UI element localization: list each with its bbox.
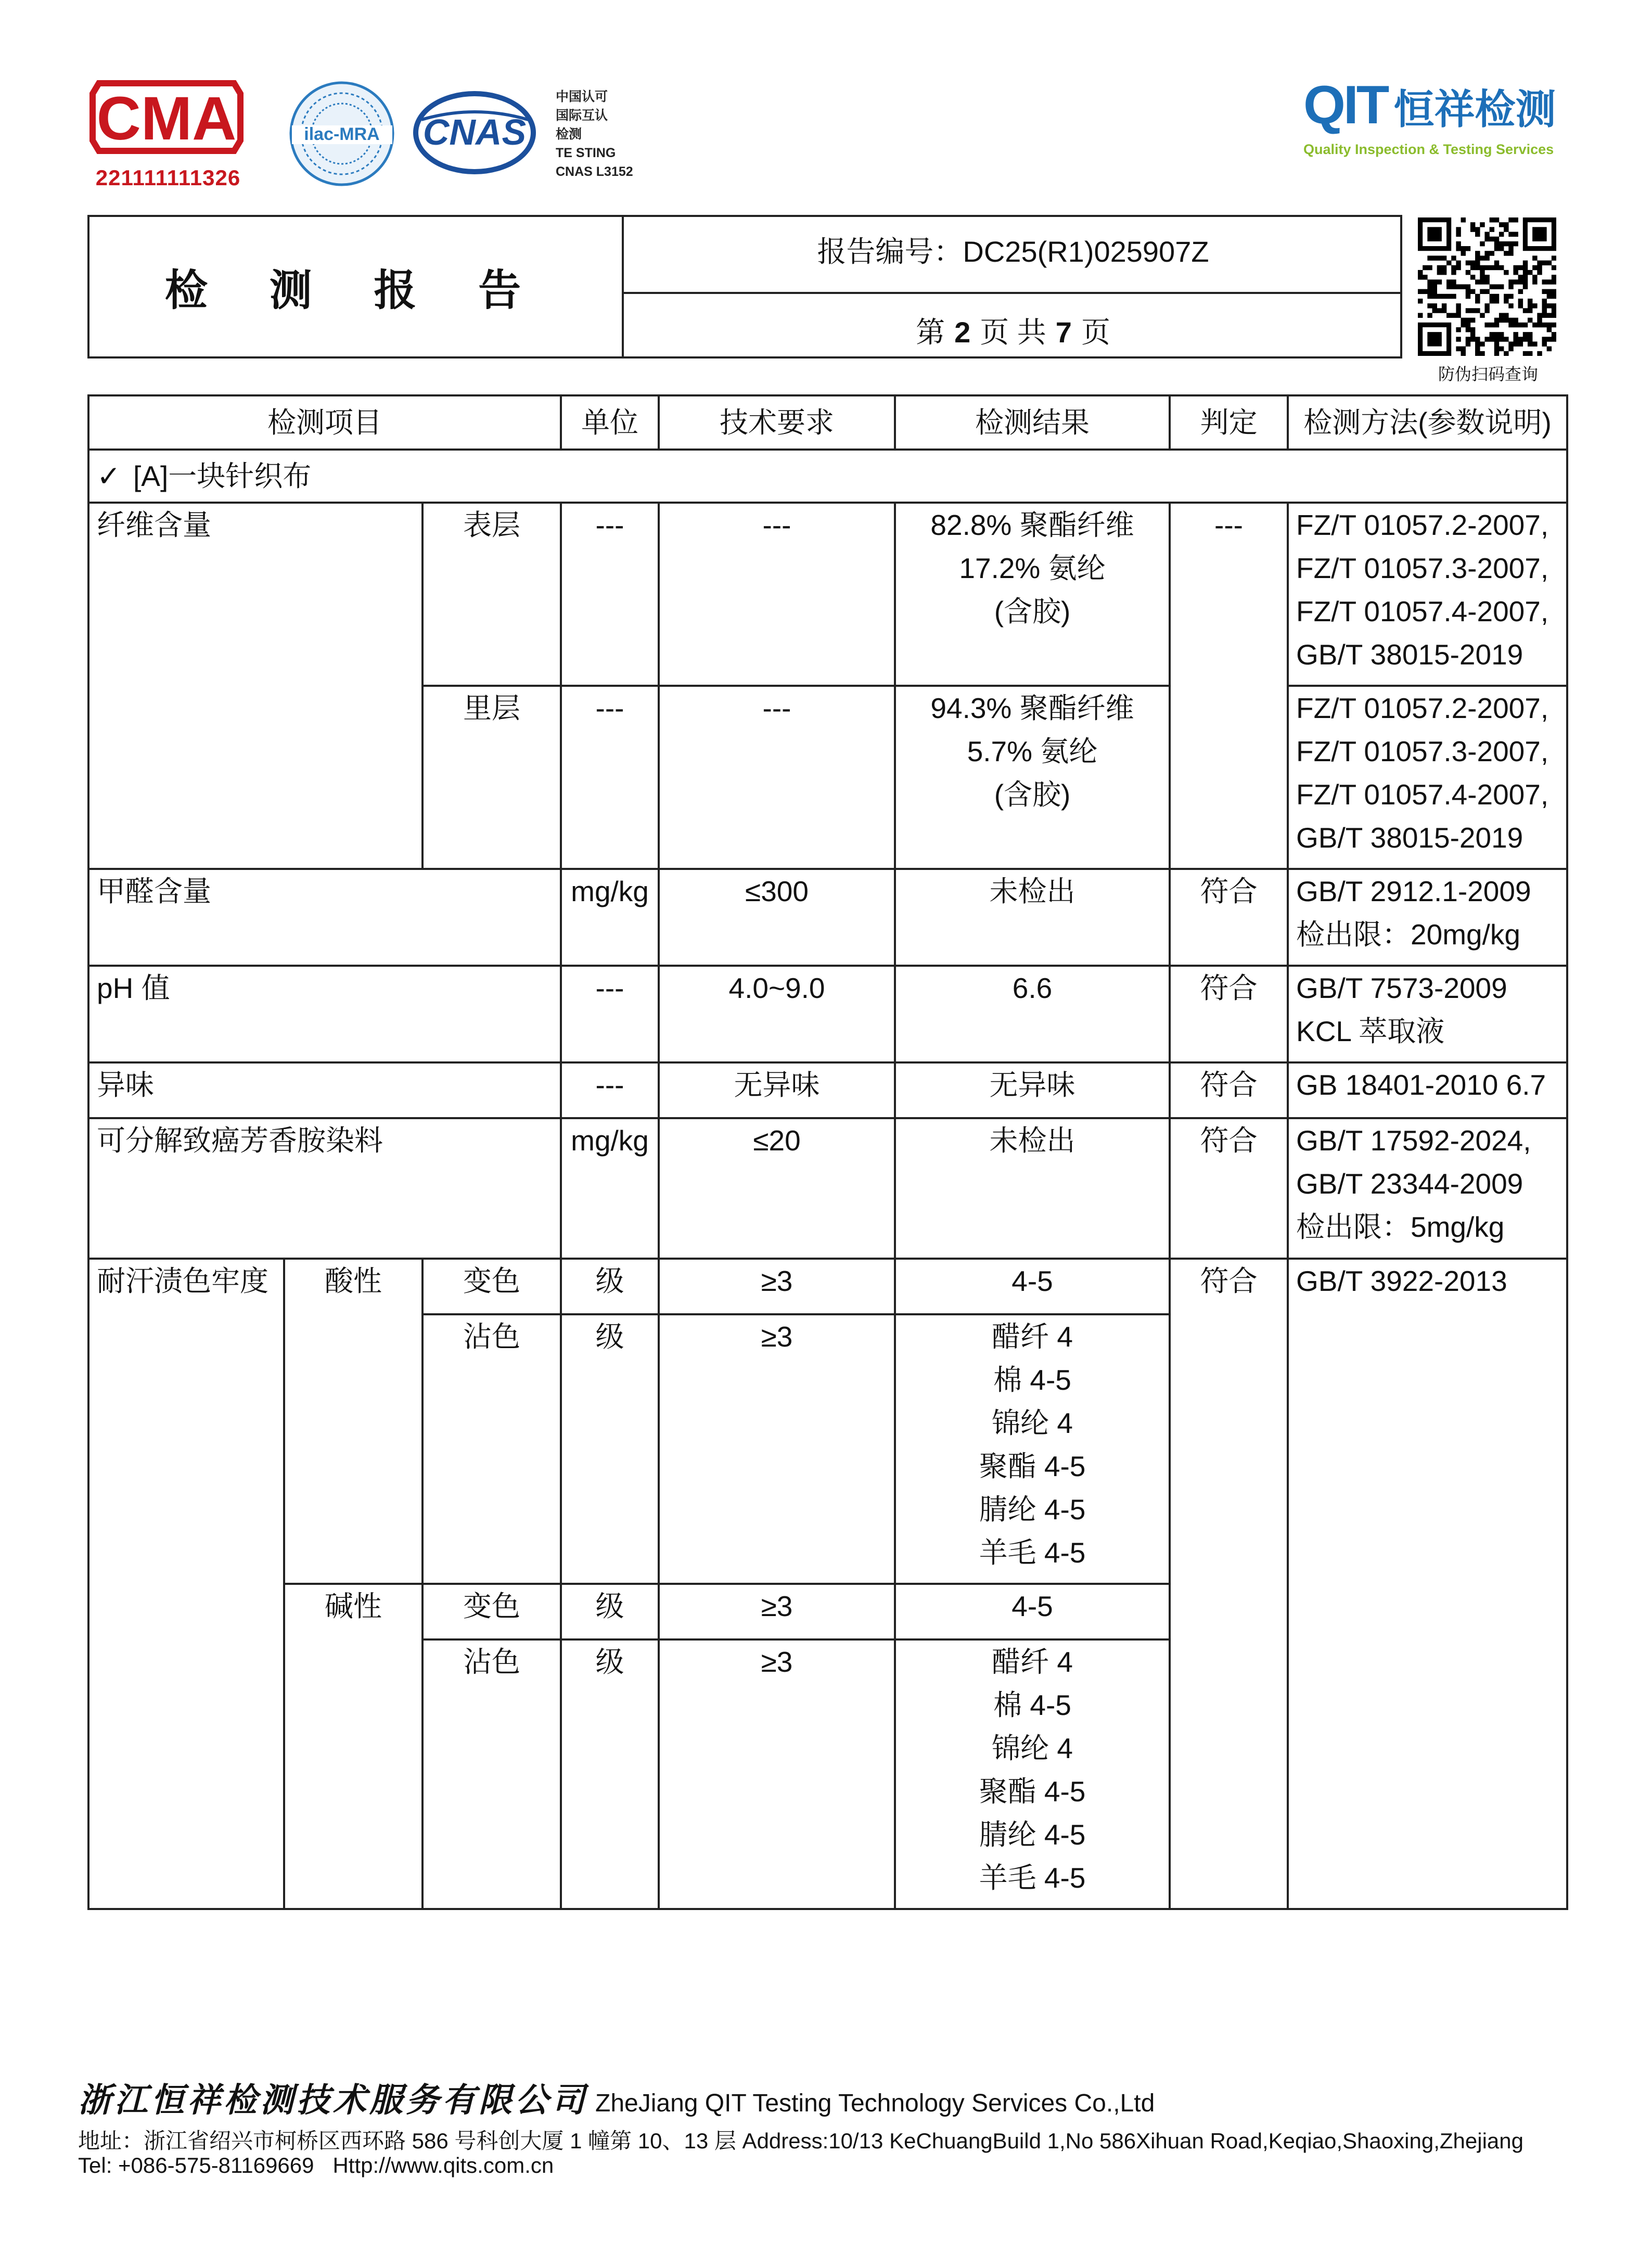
formaldehyde-result: 未检出: [895, 869, 1170, 966]
footer-website[interactable]: Http://www.qits.com.cn: [332, 2153, 554, 2177]
table-row: [88, 966, 1567, 1062]
method-line: GB/T 38015-2019: [1296, 822, 1523, 854]
sweat-group-acid: 酸性: [284, 1259, 422, 1584]
ph-unit: ---: [561, 966, 659, 1062]
table-header-row: [88, 395, 1567, 450]
company-name-en: ZheJiang QIT Testing Technology Services Co.,Ltd: [595, 2090, 1155, 2117]
page-prefix: 第: [916, 316, 945, 349]
formaldehyde-verdict: 符合: [1170, 869, 1288, 966]
sweat-method: GB/T 3922-2013: [1288, 1259, 1567, 1909]
result-line: 82.8% 聚酯纤维: [930, 509, 1134, 541]
sweat-requirement: ≥3: [659, 1314, 895, 1584]
result-line: 聚酯 4-5: [979, 1450, 1086, 1482]
azo-method: [1288, 1118, 1567, 1259]
result-line: 17.2% 氨纶: [959, 552, 1106, 584]
fiber-result: [895, 503, 1170, 686]
header-method: 检测方法(参数说明): [1288, 395, 1567, 450]
odor-requirement: 无异味: [659, 1062, 895, 1118]
table-row: [88, 1259, 1567, 1314]
fiber-verdict: ---: [1170, 503, 1288, 869]
section-title: [88, 450, 1567, 503]
sweat-requirement: ≥3: [659, 1639, 895, 1909]
table-row: [88, 1118, 1567, 1259]
sweat-unit: 级: [561, 1314, 659, 1584]
method-line: GB/T 2912.1-2009: [1296, 875, 1531, 907]
qit-cn-name: 恒祥检测: [1393, 86, 1556, 132]
qit-mark: QIT: [1303, 75, 1388, 135]
formaldehyde-method: [1288, 869, 1567, 966]
formaldehyde-item: 甲醛含量: [88, 869, 561, 966]
sweat-unit: 级: [561, 1584, 659, 1639]
result-line: 醋纤 4: [992, 1646, 1073, 1678]
method-line: 检出限：20mg/kg: [1296, 918, 1520, 951]
method-line: KCL 萃取液: [1296, 1015, 1445, 1047]
company-name-cn: 浙江恒祥检测技术服务有限公司: [78, 2081, 588, 2120]
method-line: GB/T 17592-2024,: [1296, 1124, 1531, 1157]
header-result: 检测结果: [895, 395, 1170, 450]
footer-address: 地址：浙江省绍兴市柯桥区西环路 586 号科创大厦 1 幢第 10、13 层 Address:10/13 KeChuangBuild 1,No 586Xihuan Road,Keqiao,Shaoxing,Zhejiang: [78, 2129, 1523, 2153]
odor-unit: ---: [561, 1062, 659, 1118]
ph-method: [1288, 966, 1567, 1062]
sweat-sub: 变色: [422, 1584, 561, 1639]
page-indicator: [624, 310, 1402, 351]
fiber-result: [895, 686, 1170, 869]
cnas-logo-text: CNAS: [422, 112, 527, 152]
page-current: 2: [954, 316, 971, 349]
table-row: [88, 869, 1567, 966]
result-line: 锦纶 4: [992, 1407, 1073, 1439]
ilac-mra-logo: [289, 81, 395, 187]
page-mid: 页 共: [980, 316, 1046, 349]
header-item: 检测项目: [88, 395, 561, 450]
method-line: FZ/T 01057.2-2007,: [1296, 692, 1549, 724]
azo-result: 未检出: [895, 1118, 1170, 1259]
result-line: 锦纶 4: [992, 1732, 1073, 1764]
sweat-staining-result: [895, 1314, 1170, 1584]
result-line: 94.3% 聚酯纤维: [930, 692, 1134, 724]
result-line: (含胶): [994, 778, 1071, 811]
fiber-layer-outer: 表层: [422, 503, 561, 686]
cnas-line: 中国认可: [556, 89, 608, 104]
qit-tagline: Quality Inspection & Testing Services: [1303, 142, 1554, 157]
method-line: FZ/T 01057.2-2007,: [1296, 509, 1549, 541]
table-row: [88, 1062, 1567, 1118]
odor-verdict: 符合: [1170, 1062, 1288, 1118]
method-line: FZ/T 01057.4-2007,: [1296, 595, 1549, 627]
fiber-layer-inner: 里层: [422, 686, 561, 869]
result-line: 棉 4-5: [993, 1689, 1071, 1721]
sweat-staining-result: [895, 1639, 1170, 1909]
method-line: GB/T 7573-2009: [1296, 972, 1507, 1004]
odor-method: GB 18401-2010 6.7: [1288, 1062, 1567, 1118]
result-line: 腈纶 4-5: [979, 1493, 1086, 1526]
fiber-method: [1288, 686, 1567, 869]
odor-result: 无异味: [895, 1062, 1170, 1118]
sweat-requirement: ≥3: [659, 1584, 895, 1639]
footer-tel: Tel: +086-575-81169669: [78, 2153, 314, 2177]
cma-logo-text: CMA: [96, 84, 237, 153]
sweat-unit: 级: [561, 1639, 659, 1909]
method-line: GB/T 38015-2019: [1296, 638, 1523, 671]
checkmark-icon: ✓: [97, 459, 121, 492]
ph-result: 6.6: [895, 966, 1170, 1062]
ph-item: pH 值: [88, 966, 561, 1062]
result-line: 醋纤 4: [992, 1321, 1073, 1353]
sweat-verdict: 符合: [1170, 1259, 1288, 1909]
fiber-unit: ---: [561, 503, 659, 686]
sweat-sub: 沾色: [422, 1314, 561, 1584]
fiber-requirement: ---: [659, 686, 895, 869]
cnas-line: 国际互认: [556, 108, 608, 123]
ilac-logo-text: ilac-MRA: [304, 124, 380, 144]
sweat-result: 4-5: [895, 1259, 1170, 1314]
section-row: [88, 450, 1567, 503]
page-suffix: 页: [1081, 316, 1110, 349]
cnas-line: CNAS L3152: [556, 164, 633, 179]
cnas-line: 检测: [556, 127, 582, 142]
formaldehyde-unit: mg/kg: [561, 869, 659, 966]
method-line: FZ/T 01057.4-2007,: [1296, 778, 1549, 811]
cnas-line: TE STING: [556, 146, 616, 160]
sweat-unit: 级: [561, 1259, 659, 1314]
result-line: 棉 4-5: [993, 1364, 1071, 1396]
sweat-group-alkali: 碱性: [284, 1584, 422, 1909]
section-name: [A]一块针织布: [133, 459, 312, 492]
method-line: FZ/T 01057.3-2007,: [1296, 735, 1549, 767]
result-line: 5.7% 氨纶: [967, 735, 1098, 767]
formaldehyde-requirement: ≤300: [659, 869, 895, 966]
cnas-accreditation-text: [556, 87, 633, 181]
header-divider: [622, 292, 1402, 294]
cnas-logo: [411, 88, 539, 177]
odor-item: 异味: [88, 1062, 561, 1118]
sweat-item: 耐汗渍色牢度: [88, 1259, 284, 1909]
method-line: 检出限：5mg/kg: [1296, 1211, 1505, 1243]
result-line: 腈纶 4-5: [979, 1818, 1086, 1851]
fiber-method: [1288, 503, 1567, 686]
method-line: FZ/T 01057.3-2007,: [1296, 552, 1549, 584]
azo-requirement: ≤20: [659, 1118, 895, 1259]
report-number-label: 报告编号：: [817, 235, 963, 268]
method-line: GB/T 23344-2009: [1296, 1168, 1523, 1200]
test-results-table: [87, 394, 1568, 1910]
azo-unit: mg/kg: [561, 1118, 659, 1259]
header-verdict: 判定: [1170, 395, 1288, 450]
table-row: [88, 503, 1567, 686]
sweat-sub: 变色: [422, 1259, 561, 1314]
qr-code[interactable]: [1418, 217, 1556, 356]
cma-logo: [88, 78, 245, 156]
report-number: [624, 229, 1402, 271]
report-number-value: DC25(R1)025907Z: [963, 235, 1209, 268]
result-line: 聚酯 4-5: [979, 1775, 1086, 1808]
ph-requirement: 4.0~9.0: [659, 966, 895, 1062]
sweat-requirement: ≥3: [659, 1259, 895, 1314]
sweat-sub: 沾色: [422, 1639, 561, 1909]
report-title: 检 测 报 告: [164, 266, 546, 314]
result-line: (含胶): [994, 595, 1071, 627]
fiber-requirement: ---: [659, 503, 895, 686]
page-total: 7: [1055, 316, 1072, 349]
result-line: 羊毛 4-5: [979, 1862, 1086, 1894]
qr-caption: 防伪扫码查询: [1438, 365, 1538, 383]
qit-logo: [1303, 75, 1556, 135]
footer-company: [78, 2073, 1155, 2121]
footer-contact: [78, 2153, 572, 2178]
header-unit: 单位: [561, 395, 659, 450]
fiber-item: 纤维含量: [88, 503, 422, 869]
cma-number: 221111111326: [95, 165, 241, 190]
result-line: 羊毛 4-5: [979, 1536, 1086, 1569]
azo-verdict: 符合: [1170, 1118, 1288, 1259]
fiber-unit: ---: [561, 686, 659, 869]
sweat-result: 4-5: [895, 1584, 1170, 1639]
ph-verdict: 符合: [1170, 966, 1288, 1062]
azo-item: 可分解致癌芳香胺染料: [88, 1118, 561, 1259]
header-requirement: 技术要求: [659, 395, 895, 450]
